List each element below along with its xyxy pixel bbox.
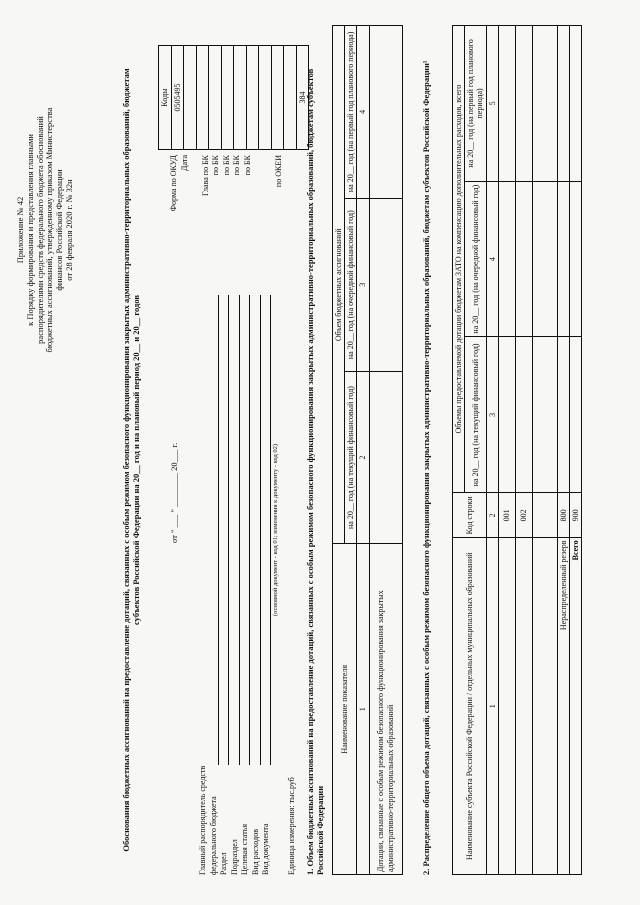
appendix-header [16,65,75,395]
section-1-title: 1. Объем бюджетных ассигнований на предоставление дотаций, связанных с особым режимом безопасного функционирования закрытых административно-территориальных образований, бюджетам субъектов Российской Федерации [305,68,325,875]
appendix-line-5: от 28 февраля 2020 г. № 32н [63,179,74,281]
appendix-number: Приложение № 42 [15,196,25,264]
appendix-line-3: бюджетных ассигнований, утвержденному приказом Министерства [44,107,55,353]
appendix-line-4: финансов Российской Федерации [54,169,65,291]
okud-code: 0505495 [171,46,184,150]
codes-table: Коды 0505495 384 [158,45,309,150]
doc-type-hint: (основной документ - код 01; изменения к документу - код 02) [272,443,279,617]
table-row: Всего 900 [569,26,581,875]
section-2-table: Наименование субъекта Российской Федерации / отдельных муниципальных образований Код строки Объемы предоставляемой дотации бюджетам ЗАТО на компенсацию дополнительных расходов, всего на 20__ год (на текущий финансовый год) на 20__ год (на очередной финансовый год) на 20__ год (на первый год планового периода) 1 2 3 4 5 001 002 Нераспределенный резерв 800 Всего 900 [452,25,582,875]
appendix-line-1: к Порядку формирования и представления главными [24,134,35,326]
table-row: Дотации, связанные с особым режимом безопасного функционирования закрытых административно-территориальных образований [369,26,402,875]
rotated-document [10,10,630,895]
table-row: Нераспределенный резерв 800 [557,26,569,875]
document-title: Обоснования бюджетных ассигнований на предоставление дотаций, связанных с особым режимом безопасного функционирования закрытых административно-территориальных образований, бюджетам субъектов Российской Федерации на 20__ год и на плановый период 20__ и 20__ годов [121,68,141,852]
section-2-title: 2. Распределение общего объема дотаций, связанных с особым режимом безопасного функционирования закрытых административно-территориальных образований, бюджетам субъектов Российской Федерации¹ [421,60,431,875]
code-labels: Форма по ОКУД Дата Глава по БК по БК по БК по БК по БК по ОКЕИ [169,155,283,212]
table-row: 001 [498,26,515,875]
appendix-line-2: распорядителями средств федерального бюджета обоснований [34,116,45,344]
table-row [532,26,557,875]
section-1-table: Наименование показателя Объем бюджетных ассигнований на 20__ год (на текущий финансовый год) на 20__ год (на очередной финансовый год) на 20__ год (на первый год планового периода) 1 2 3 4 Дотации, связанные с особым режимом безопасного функционирования закрытых административно-территориальных образований [332,25,403,875]
units-label: Единица измерения: тыс.руб [287,777,296,875]
okei-code: 384 [296,46,309,150]
date-line: от " ___ " ________ 20___ г. [169,442,179,543]
field-labels: Главный распорядитель средств федерального бюджета Раздел Подраздел Целевая статья Вид расходов Вид документа [198,765,270,875]
table-row: 002 [515,26,532,875]
